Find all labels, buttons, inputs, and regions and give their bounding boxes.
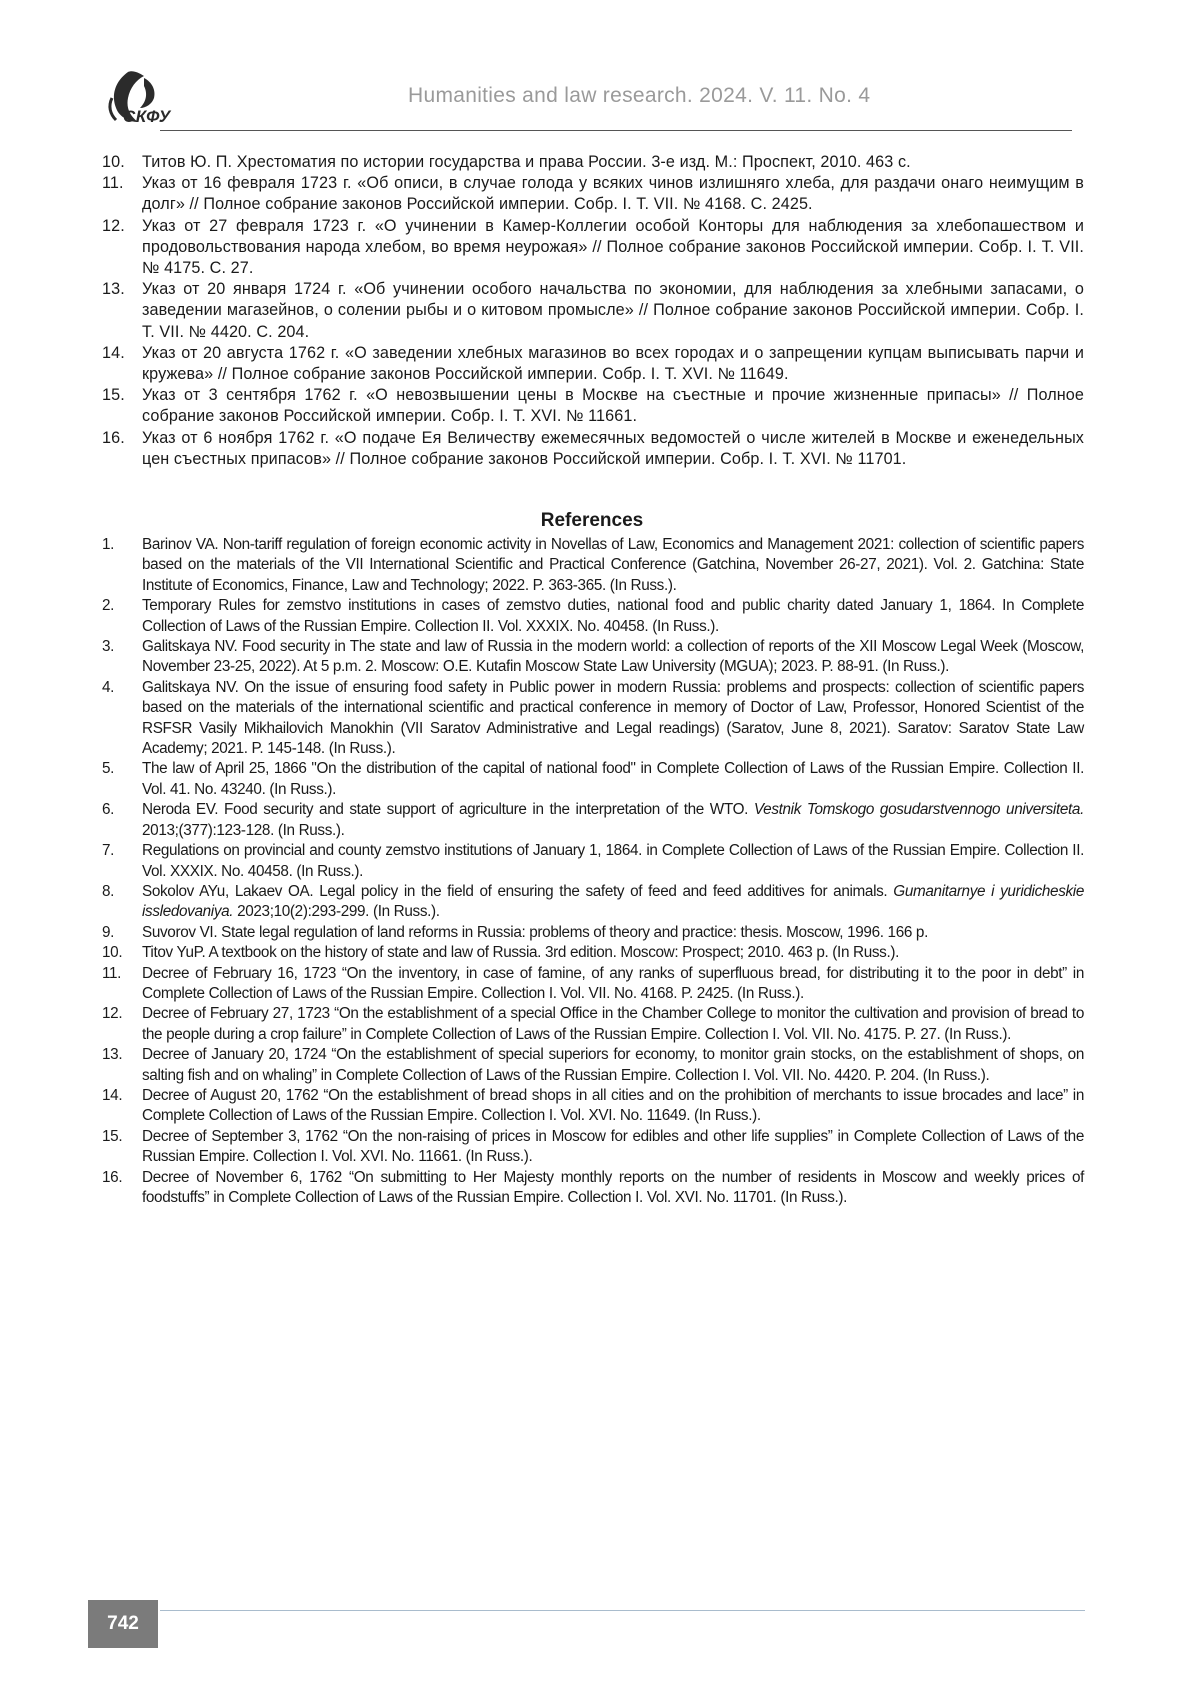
list-item [100,428,1084,470]
list-item [100,800,1084,841]
ref-number: 12. [102,216,125,237]
ref-number: 3. [102,637,114,657]
ref-text: Указ от 20 августа 1762 г. «О заведении хлебных магазинов во всех городах и о запрещении купцам выписывать парчи и кружева» // Полное собрание законов Российской империи. Собр. I. Т. XVI. № 11649. [142,344,1084,383]
list-item [100,882,1084,923]
ref-number: 4. [102,678,114,698]
journal-name: Gumanitarnye i yuridicheskie issledovaniya. [142,883,1084,920]
ref-text: Galitskaya NV. On the issue of ensuring food safety in Public power in modern Russia: problems and prospects: collection of scientific papers based on the materials of the international scientific and practical conference in memory of Doctor of Law, Professor, Honored Scientist of the RSFSR Vasily Mikhailovich Manokhin (VII Saratov Administrative and Legal readings) (Saratov, June 8, 2021). Saratov: Saratov State Law Academy; 2021. P. 145-148. (In Russ.). [142,679,1084,757]
list-item [100,173,1084,215]
ref-number: 12. [102,1004,122,1024]
list-item [100,1168,1084,1209]
ref-number: 16. [102,1168,122,1188]
ref-text: Decree of February 27, 1723 “On the establishment of a special Office in the Chamber College to monitor the cultivation and provision of bread to the people during a crop failure” in Complete Collection of Laws of the Russian Empire. Collection I. Vol. VII. No. 4175. P. 27. (In Russ.). [142,1005,1084,1042]
ref-text: Титов Ю. П. Хрестоматия по истории государства и права России. 3-е изд. М.: Проспект, 2010. 463 с. [142,153,911,171]
list-item [100,152,1084,173]
ref-number: 10. [102,152,125,173]
ref-number: 15. [102,385,125,406]
ref-text: Указ от 6 ноября 1762 г. «О подаче Ея Величеству ежемесячных ведомостей о числе жителей в Москве и еженедельных цен съестных припасов» // Полное собрание законов Российской империи. Собр. I. Т. XVI. № 11701. [142,429,1084,468]
footer-divider [160,1610,1085,1611]
ref-text: Sokolov AYu, Lakaev OA. Legal policy in the field of ensuring the safety of feed and feed additives for animals. [142,883,887,900]
list-item [100,964,1084,1005]
ref-number: 16. [102,428,125,449]
ref-text: Указ от 27 февраля 1723 г. «О учинении в Камер-Коллегии особой Конторы для наблюдения за хлебопашеством и продовольствования народа хлебом, во время неурожая» // Полное собрание законов Российской империи. Собр. I. Т. VII. № 4175. С. 27. [142,217,1084,277]
list-item [100,759,1084,800]
ref-text: Decree of August 20, 1762 “On the establishment of bread shops in all cities and on the prohibition of merchants to issue brocades and lace” in Complete Collection of Laws of the Russian Empire. Collection I. Vol. XVI. No. 11649. (In Russ.). [142,1087,1084,1124]
header-divider [160,130,1072,131]
ref-number: 14. [102,343,125,364]
ref-number: 8. [102,882,114,902]
ref-number: 11. [102,173,124,194]
ref-number: 1. [102,535,114,555]
russian-reference-list [100,152,1084,470]
list-item [100,596,1084,637]
english-reference-list [100,535,1084,1208]
ref-number: 15. [102,1127,122,1147]
page-number: 742 [88,1613,158,1635]
ref-text: Decree of January 20, 1724 “On the establishment of special superiors for economy, to monitor grain stocks, on the establishment of shops, on salting fish and on whaling” in Complete Collection of Laws of the Russian Empire. Collection I. Vol. VII. No. 4420. P. 204. (In Russ.). [142,1046,1084,1083]
ref-text: Указ от 20 января 1724 г. «Об учинении особого начальства по экономии, для наблюдения за хлебными запасами, о заведении магазейнов, о солении рыбы и о китовом промысле» // Полное собрание законов Российской империи. Собр. I. Т. VII. № 4420. С. 204. [142,280,1084,340]
ref-text: Decree of November 6, 1762 “On submitting to Her Majesty monthly reports on the number of residents in Moscow and weekly prices of foodstuffs” in Complete Collection of Laws of the Russian Empire. Collection I. Vol. XVI. No. 11701. (In Russ.). [142,1169,1084,1206]
ref-text: Suvorov VI. State legal regulation of land reforms in Russia: problems of theory and practice: thesis. Moscow, 1996. 166 p. [142,924,928,941]
ref-number: 9. [102,923,114,943]
ref-text: Decree of September 3, 1762 “On the non-raising of prices in Moscow for edibles and other life supplies” in Complete Collection of Laws of the Russian Empire. Collection I. Vol. XVI. No. 11661. (In Russ.). [142,1128,1084,1165]
ref-number: 13. [102,1045,122,1065]
ref-text-tail: 2023;10(2):293-299. (In Russ.). [233,903,439,920]
ref-number: 6. [102,800,114,820]
page-number-badge [88,1600,158,1648]
ref-text: Decree of February 16, 1723 “On the inventory, in case of famine, of any ranks of superfluous bread, for distributing it to the poor in debt” in Complete Collection of Laws of the Russian Empire. Collection I. Vol. VII. No. 4168. P. 2425. (In Russ.). [142,965,1084,1002]
ref-text: Titov YuP. A textbook on the history of state and law of Russia. 3rd edition. Moscow: Prospect; 2010. 463 p. (In Russ.). [142,944,899,961]
ref-number: 11. [102,964,121,984]
list-item [100,1127,1084,1168]
ref-text: Temporary Rules for zemstvo institutions in cases of zemstvo duties, national food and public charity dated January 1, 1864. In Complete Collection of Laws of the Russian Empire. Collection II. Vol. XXXIX. No. 40458. (In Russ.). [142,597,1084,634]
logo-text: СКФУ [123,107,171,127]
ref-number: 10. [102,943,122,963]
ref-text: The law of April 25, 1866 "On the distribution of the capital of national food" in Complete Collection of Laws of the Russian Empire. Collection II. Vol. 41. No. 43240. (In Russ.). [142,760,1084,797]
ref-number: 5. [102,759,114,779]
list-item [100,923,1084,943]
journal-name: Vestnik Tomskogo gosudarstvennogo universiteta. [754,801,1084,818]
ref-text: Barinov VA. Non-tariff regulation of foreign economic activity in Novellas of Law, Economics and Management 2021: collection of scientific papers based on the materials of the VII International Scientific and Practical Conference (Gatchina, November 26-27, 2021). Vol. 2. Gatchina: State Institute of Economics, Finance, Law and Technology; 2022. P. 363-365. (In Russ.). [142,536,1084,594]
list-item [100,385,1084,427]
list-item [100,343,1084,385]
ref-text: Указ от 3 сентября 1762 г. «О невозвышении цены в Москве на съестные и прочие жизненные припасы» // Полное собрание законов Российской империи. Собр. I. Т. XVI. № 11661. [142,386,1084,425]
ref-text: Galitskaya NV. Food security in The state and law of Russia in the modern world: a collection of reports of the XII Moscow Legal Week (Moscow, November 23-25, 2022). At 5 p.m. 2. Moscow: O.E. Kutafin Moscow State Law University (MGUA); 2023. P. 88-91. (In Russ.). [142,638,1084,675]
list-item [100,841,1084,882]
list-item [100,1004,1084,1045]
list-item [100,1045,1084,1086]
list-item [100,216,1084,280]
ref-number: 7. [102,841,114,861]
list-item [100,678,1084,760]
page-header [0,0,1200,140]
list-item [100,943,1084,963]
references-heading: References [0,510,1184,532]
ref-number: 2. [102,596,114,616]
ref-text: Указ от 16 февраля 1723 г. «Об описи, в случае голода у всяких чинов излишняго хлеба, для раздачи онаго неимущим в долг» // Полное собрание законов Российской империи. Собр. I. Т. VII. № 4168. С. 2425. [142,174,1084,213]
ref-number: 14. [102,1086,122,1106]
journal-title: Humanities and law research. 2024. V. 11. No. 4 [408,84,870,108]
ref-number: 13. [102,279,125,300]
ref-text-tail: 2013;(377):123-128. (In Russ.). [142,822,345,839]
ref-text: Regulations on provincial and county zemstvo institutions of January 1, 1864. in Complete Collection of Laws of the Russian Empire. Collection II. Vol. XXXIX. No. 40458. (In Russ.). [142,842,1084,879]
list-item [100,1086,1084,1127]
list-item [100,279,1084,343]
ref-text: Neroda EV. Food security and state support of agriculture in the interpretation of the WTO. [142,801,748,818]
list-item [100,637,1084,678]
list-item [100,535,1084,596]
